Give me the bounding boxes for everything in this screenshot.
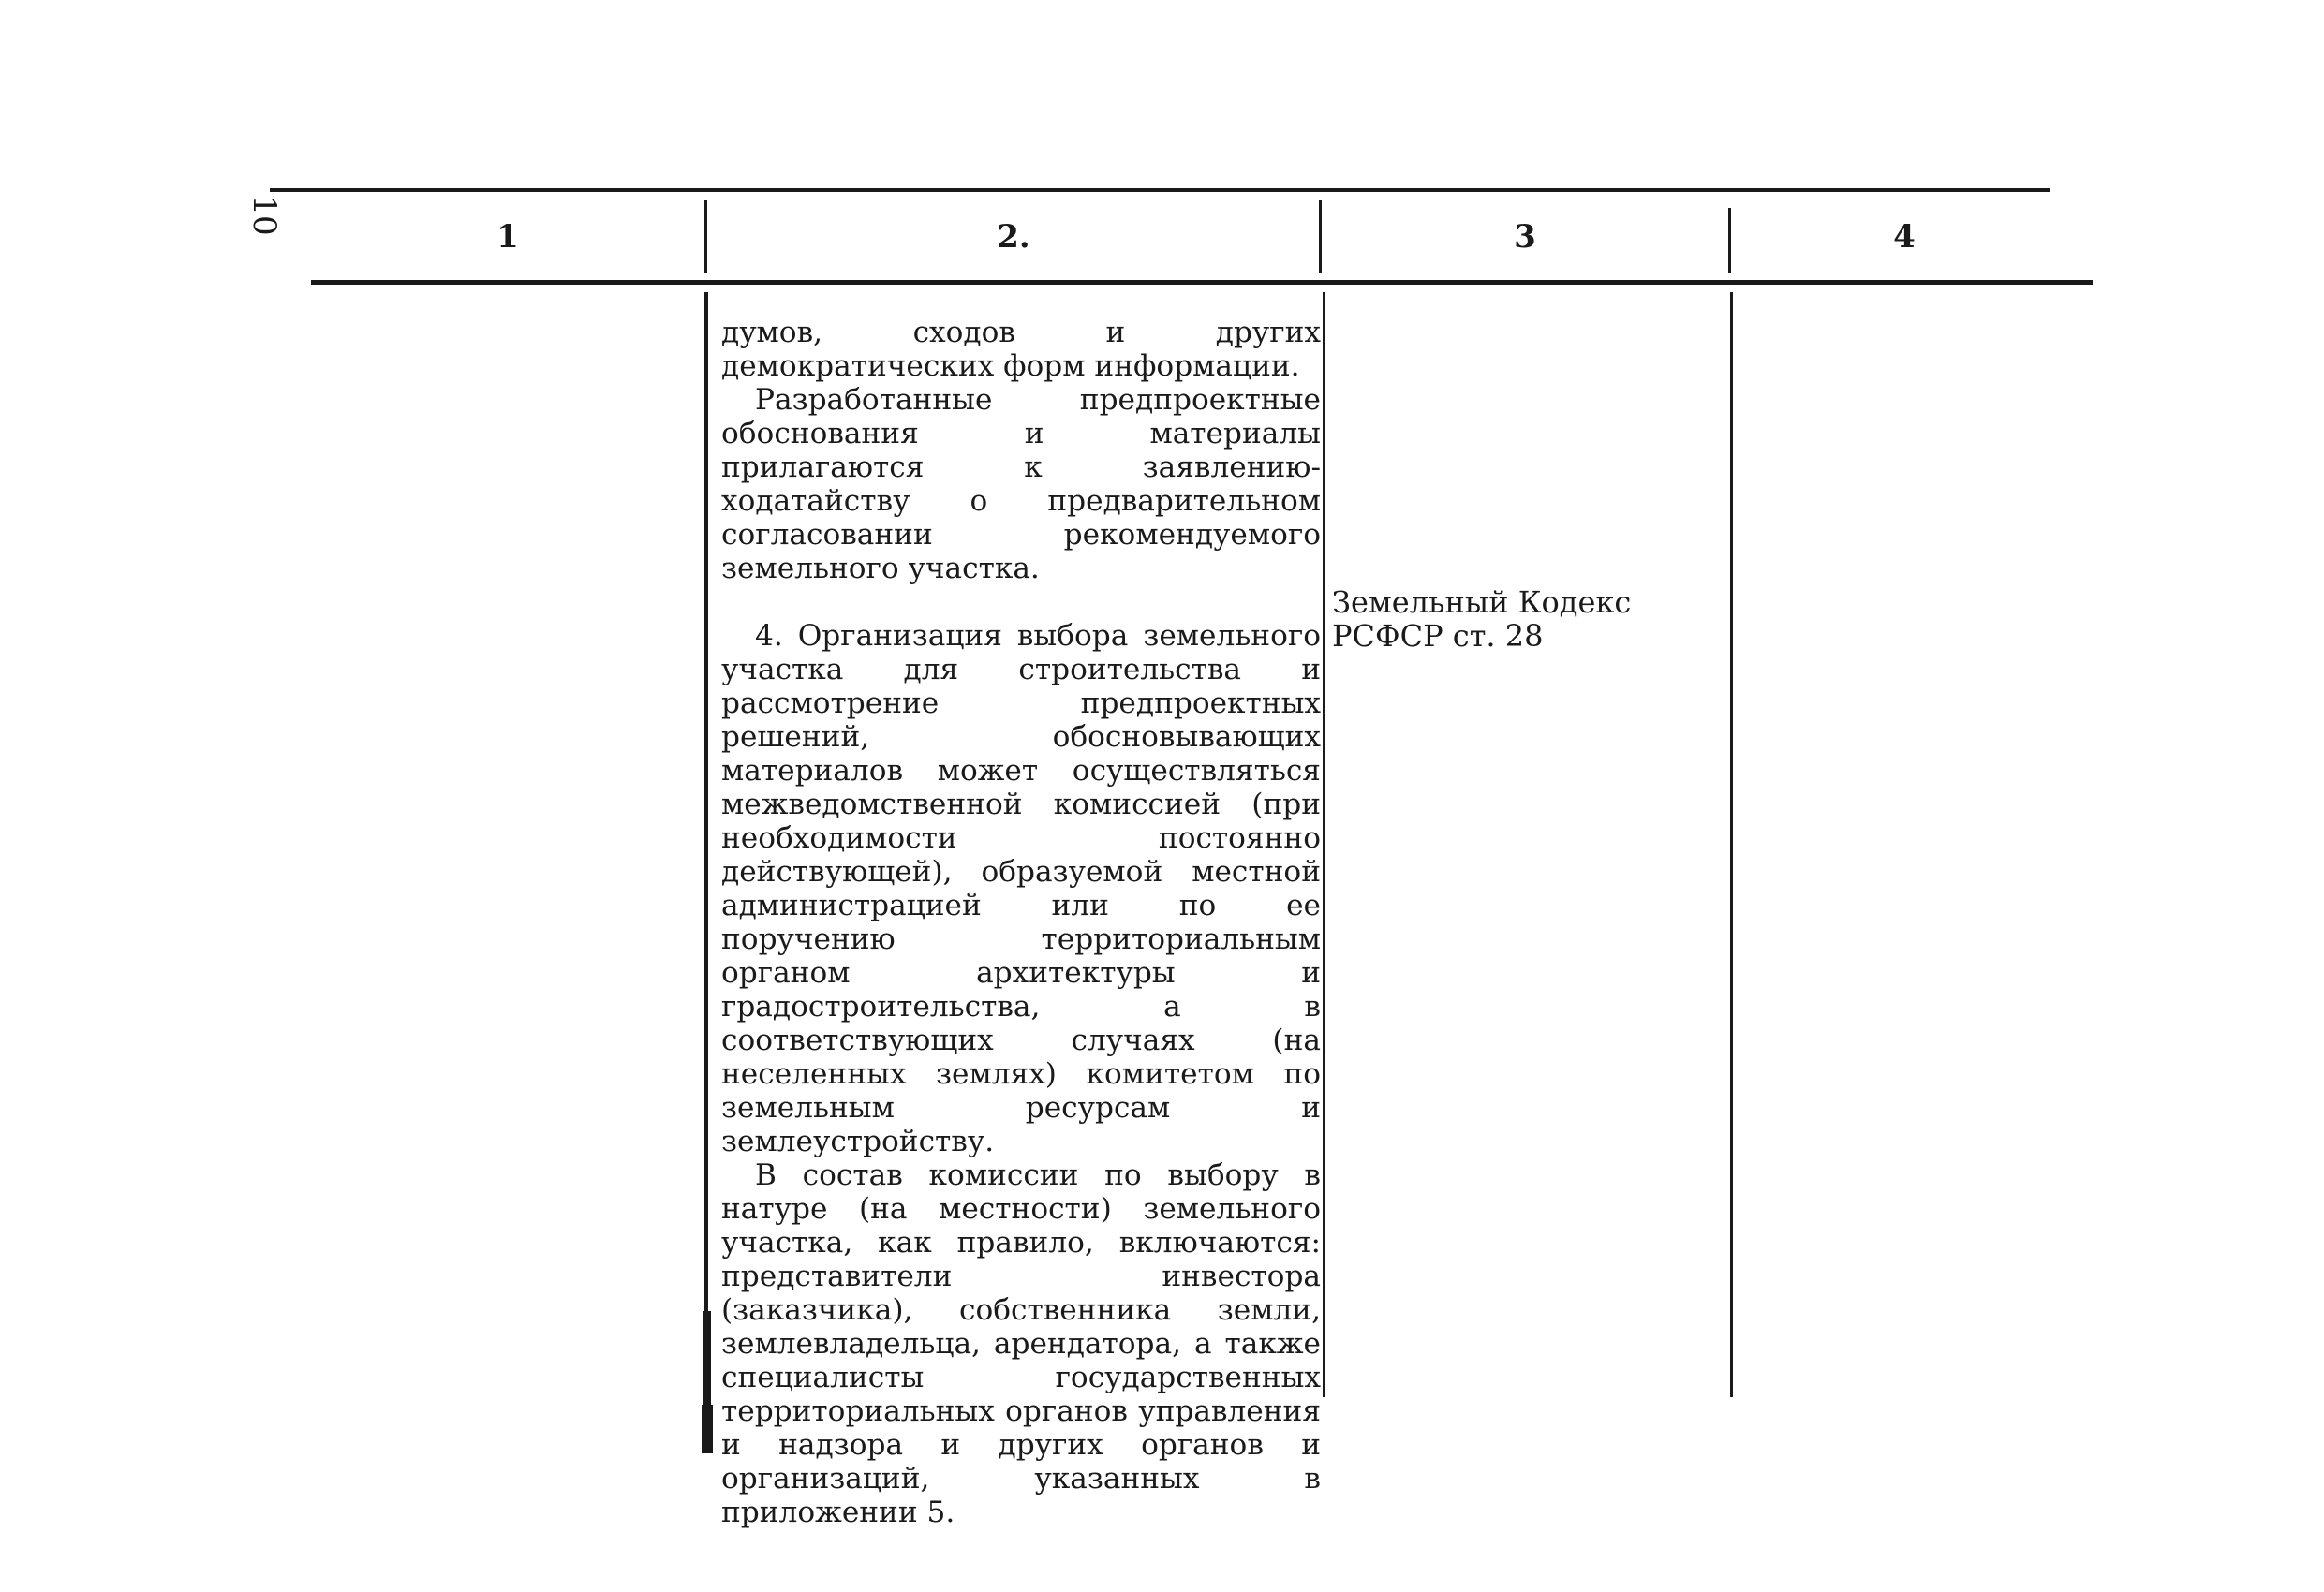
header-col-3: 3	[1514, 218, 1536, 256]
body-separator-2	[1323, 292, 1325, 1397]
col2-paragraph: В состав комиссии по выбору в натуре (на местности) земельного участка, как правило, включаются: представители инвестора (заказчика), собственника земли, землевладельца, арендатора, а также специалисты государственных территориальных органов управления и надзора и других органов и организаций, указанных в приложении 5.	[721, 1158, 1321, 1529]
page-number: 10	[245, 195, 283, 236]
table-top-rule	[270, 188, 2050, 192]
table-header-rule	[311, 280, 2093, 285]
header-separator-1	[704, 200, 707, 273]
header-col-4: 4	[1893, 218, 1916, 256]
col2-paragraph: 4. Организация выбора земельного участка для строительства и рассмотрение предпроектных решений, обосновывающих материалов может осуществляться межведомственной комиссией (при необходимости постоянно действующей), образуемой местной администрацией или по ее поручению территориальным органом архитектуры и градостроительства, а в соответствующих случаях (на неселенных землях) комитетом по земельным ресурсам и землеустройству.	[721, 619, 1321, 1158]
body-separator-1	[704, 292, 708, 1453]
header-col-1: 1	[496, 218, 519, 256]
body-separator-3	[1730, 292, 1733, 1397]
margin-mark-lower	[702, 1405, 713, 1453]
col2-paragraph: думов, сходов и других демократических форм информации.	[721, 316, 1321, 383]
col3-line: РСФСР ст. 28	[1332, 618, 1544, 654]
col2-paragraph: Разработанные предпроектные обоснования и материалы прилагаются к заявлению-ходатайству о предварительном согласовании рекомендуемого земельного участка.	[721, 383, 1321, 585]
header-col-2: 2.	[997, 218, 1030, 256]
col2-text	[721, 316, 1321, 1529]
col3-line: Земельный Кодекс	[1332, 584, 1632, 620]
col3-text	[1332, 585, 1725, 653]
